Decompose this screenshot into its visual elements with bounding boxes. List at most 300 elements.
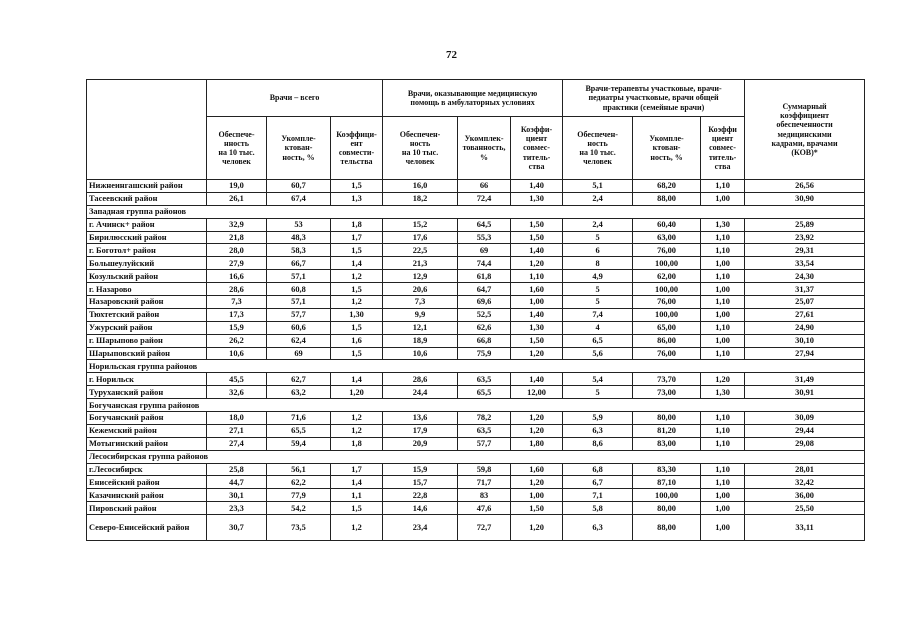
value-cell: 68,20 — [633, 180, 701, 193]
value-cell: 33,54 — [745, 257, 865, 270]
header-g1-coefficient: Коэффици- ент совмести- тельства — [331, 117, 383, 180]
physicians-staffing-table — [86, 79, 865, 541]
territory-name: Енисейский район — [87, 476, 207, 489]
value-cell: 1,50 — [511, 334, 563, 347]
value-cell: 1,2 — [331, 424, 383, 437]
value-cell: 17,3 — [207, 308, 267, 321]
value-cell: 24,90 — [745, 321, 865, 334]
value-cell: 7,3 — [383, 296, 458, 309]
value-cell: 29,31 — [745, 244, 865, 257]
table-row — [87, 437, 865, 450]
value-cell: 30,10 — [745, 334, 865, 347]
value-cell: 27,1 — [207, 424, 267, 437]
value-cell: 1,00 — [701, 515, 745, 541]
value-cell: 83 — [458, 489, 511, 502]
table-row — [87, 347, 865, 360]
territory-name: г. Ачинск+ район — [87, 218, 207, 231]
value-cell: 1,10 — [511, 270, 563, 283]
value-cell: 1,00 — [701, 192, 745, 205]
value-cell: 22,8 — [383, 489, 458, 502]
value-cell: 19,0 — [207, 180, 267, 193]
table-row — [87, 515, 865, 541]
value-cell: 17,9 — [383, 424, 458, 437]
value-cell: 5 — [563, 231, 633, 244]
value-cell: 31,37 — [745, 283, 865, 296]
value-cell: 1,8 — [331, 437, 383, 450]
value-cell: 62,7 — [267, 373, 331, 386]
territory-name: г. Боготол+ район — [87, 244, 207, 257]
value-cell: 1,5 — [331, 244, 383, 257]
value-cell: 100,00 — [633, 489, 701, 502]
value-cell: 1,6 — [331, 334, 383, 347]
value-cell: 56,1 — [267, 463, 331, 476]
value-cell: 15,7 — [383, 476, 458, 489]
value-cell: 62,6 — [458, 321, 511, 334]
group-header-row — [87, 205, 865, 218]
value-cell: 1,10 — [701, 231, 745, 244]
value-cell: 1,40 — [511, 244, 563, 257]
value-cell: 26,56 — [745, 180, 865, 193]
value-cell: 78,2 — [458, 412, 511, 425]
group-label: Западная группа районов — [87, 205, 865, 218]
value-cell: 30,91 — [745, 386, 865, 399]
value-cell: 73,00 — [633, 386, 701, 399]
header-g2-provision: Обеспечен- ность на 10 тыс. человек — [383, 117, 458, 180]
table-row — [87, 476, 865, 489]
value-cell: 2,4 — [563, 192, 633, 205]
value-cell: 2,4 — [563, 218, 633, 231]
header-g3-staffing: Укомпле- ктован- ность, % — [633, 117, 701, 180]
value-cell: 13,6 — [383, 412, 458, 425]
value-cell: 15,2 — [383, 218, 458, 231]
value-cell: 21,8 — [207, 231, 267, 244]
value-cell: 57,1 — [267, 270, 331, 283]
territory-name: г.Лесосибирск — [87, 463, 207, 476]
territory-name: Большеулуйский — [87, 257, 207, 270]
header-territory-cell — [87, 80, 207, 180]
value-cell: 65,00 — [633, 321, 701, 334]
value-cell: 30,7 — [207, 515, 267, 541]
table-row — [87, 502, 865, 515]
territory-name: Тасеевский район — [87, 192, 207, 205]
territory-name: г. Шарыпово район — [87, 334, 207, 347]
value-cell: 62,4 — [267, 334, 331, 347]
value-cell: 16,6 — [207, 270, 267, 283]
value-cell: 60,6 — [267, 321, 331, 334]
group-label: Лесосибирская группа районов — [87, 450, 865, 463]
value-cell: 67,4 — [267, 192, 331, 205]
table-row — [87, 489, 865, 502]
value-cell: 1,4 — [331, 257, 383, 270]
value-cell: 100,00 — [633, 257, 701, 270]
value-cell: 8,6 — [563, 437, 633, 450]
territory-name: Ужурский район — [87, 321, 207, 334]
territory-name: г. Норильск — [87, 373, 207, 386]
value-cell: 47,6 — [458, 502, 511, 515]
header-group-outpatient-doctors: Врачи, оказывающие медицинскую помощь в амбулаторных условиях — [383, 80, 563, 117]
table-row — [87, 424, 865, 437]
value-cell: 66 — [458, 180, 511, 193]
group-label: Норильская группа районов — [87, 360, 865, 373]
value-cell: 5 — [563, 386, 633, 399]
value-cell: 59,4 — [267, 437, 331, 450]
value-cell: 1,3 — [331, 192, 383, 205]
value-cell: 66,7 — [267, 257, 331, 270]
value-cell: 1,5 — [331, 321, 383, 334]
value-cell: 32,42 — [745, 476, 865, 489]
value-cell: 1,50 — [511, 502, 563, 515]
value-cell: 1,10 — [701, 244, 745, 257]
value-cell: 83,00 — [633, 437, 701, 450]
value-cell: 1,40 — [511, 308, 563, 321]
value-cell: 20,9 — [383, 437, 458, 450]
value-cell: 64,5 — [458, 218, 511, 231]
value-cell: 7,1 — [563, 489, 633, 502]
header-group-district-doctors: Врачи-терапевты участковые, врачи- педиатры участковые, врачи общей практики (семейные врачи) — [563, 80, 745, 117]
header-kov: Суммарный коэффициент обеспеченности медицинскими кадрами, врачами (КОВ)* — [745, 80, 865, 180]
territory-name: Кежемский район — [87, 424, 207, 437]
value-cell: 29,44 — [745, 424, 865, 437]
value-cell: 1,20 — [511, 424, 563, 437]
value-cell: 63,5 — [458, 373, 511, 386]
value-cell: 72,7 — [458, 515, 511, 541]
table-row — [87, 192, 865, 205]
value-cell: 88,00 — [633, 192, 701, 205]
table-row — [87, 257, 865, 270]
table-body — [87, 180, 865, 541]
value-cell: 27,4 — [207, 437, 267, 450]
table-row — [87, 334, 865, 347]
value-cell: 17,6 — [383, 231, 458, 244]
value-cell: 30,09 — [745, 412, 865, 425]
value-cell: 1,1 — [331, 489, 383, 502]
value-cell: 18,9 — [383, 334, 458, 347]
value-cell: 76,00 — [633, 296, 701, 309]
value-cell: 1,50 — [511, 218, 563, 231]
value-cell: 1,2 — [331, 296, 383, 309]
value-cell: 12,1 — [383, 321, 458, 334]
territory-name: Мотыгинский район — [87, 437, 207, 450]
value-cell: 57,1 — [267, 296, 331, 309]
header-g3-provision: Обеспечен- ность на 10 тыс. человек — [563, 117, 633, 180]
territory-name: Тюхтетский район — [87, 308, 207, 321]
value-cell: 1,10 — [701, 296, 745, 309]
value-cell: 1,10 — [701, 476, 745, 489]
value-cell: 12,9 — [383, 270, 458, 283]
value-cell: 5 — [563, 283, 633, 296]
value-cell: 28,6 — [383, 373, 458, 386]
value-cell: 80,00 — [633, 412, 701, 425]
value-cell: 1,20 — [331, 386, 383, 399]
value-cell: 63,5 — [458, 424, 511, 437]
value-cell: 74,4 — [458, 257, 511, 270]
value-cell: 5,4 — [563, 373, 633, 386]
value-cell: 6,3 — [563, 424, 633, 437]
table-row — [87, 308, 865, 321]
value-cell: 1,60 — [511, 283, 563, 296]
table-row — [87, 373, 865, 386]
value-cell: 1,00 — [701, 502, 745, 515]
value-cell: 69,6 — [458, 296, 511, 309]
value-cell: 15,9 — [383, 463, 458, 476]
value-cell: 7,4 — [563, 308, 633, 321]
header-g2-staffing: Укомплек- тованность, % — [458, 117, 511, 180]
value-cell: 80,00 — [633, 502, 701, 515]
value-cell: 12,00 — [511, 386, 563, 399]
value-cell: 1,10 — [701, 424, 745, 437]
value-cell: 83,30 — [633, 463, 701, 476]
value-cell: 1,30 — [331, 308, 383, 321]
value-cell: 60,7 — [267, 180, 331, 193]
value-cell: 4,9 — [563, 270, 633, 283]
territory-name: Назаровский район — [87, 296, 207, 309]
value-cell: 25,50 — [745, 502, 865, 515]
value-cell: 6 — [563, 244, 633, 257]
value-cell: 59,8 — [458, 463, 511, 476]
header-group-all-doctors: Врачи – всего — [207, 80, 383, 117]
value-cell: 53 — [267, 218, 331, 231]
value-cell: 52,5 — [458, 308, 511, 321]
table-row — [87, 321, 865, 334]
value-cell: 88,00 — [633, 515, 701, 541]
value-cell: 1,20 — [511, 515, 563, 541]
value-cell: 1,00 — [511, 489, 563, 502]
value-cell: 29,08 — [745, 437, 865, 450]
value-cell: 6,3 — [563, 515, 633, 541]
value-cell: 1,40 — [511, 180, 563, 193]
value-cell: 32,6 — [207, 386, 267, 399]
value-cell: 7,3 — [207, 296, 267, 309]
value-cell: 6,8 — [563, 463, 633, 476]
value-cell: 1,00 — [701, 257, 745, 270]
value-cell: 1,10 — [701, 321, 745, 334]
table-row — [87, 463, 865, 476]
group-header-row — [87, 399, 865, 412]
table-row — [87, 218, 865, 231]
value-cell: 27,61 — [745, 308, 865, 321]
value-cell: 5,8 — [563, 502, 633, 515]
territory-name: Северо-Енисейский район — [87, 515, 207, 541]
value-cell: 1,80 — [511, 437, 563, 450]
value-cell: 5,6 — [563, 347, 633, 360]
value-cell: 28,01 — [745, 463, 865, 476]
value-cell: 1,30 — [511, 192, 563, 205]
value-cell: 28,0 — [207, 244, 267, 257]
value-cell: 76,00 — [633, 347, 701, 360]
value-cell: 1,00 — [701, 308, 745, 321]
value-cell: 25,07 — [745, 296, 865, 309]
value-cell: 1,20 — [511, 412, 563, 425]
value-cell: 86,00 — [633, 334, 701, 347]
value-cell: 5,9 — [563, 412, 633, 425]
group-label: Богучанская группа районов — [87, 399, 865, 412]
value-cell: 33,11 — [745, 515, 865, 541]
value-cell: 1,20 — [511, 476, 563, 489]
value-cell: 31,49 — [745, 373, 865, 386]
header-g2-coefficient: Коэффи- циент совмес- титель- ства — [511, 117, 563, 180]
value-cell: 64,7 — [458, 283, 511, 296]
territory-name: Казачинский район — [87, 489, 207, 502]
value-cell: 100,00 — [633, 283, 701, 296]
value-cell: 57,7 — [267, 308, 331, 321]
value-cell: 1,2 — [331, 515, 383, 541]
value-cell: 48,3 — [267, 231, 331, 244]
territory-name: Туруханский район — [87, 386, 207, 399]
value-cell: 65,5 — [267, 424, 331, 437]
value-cell: 57,7 — [458, 437, 511, 450]
value-cell: 1,10 — [701, 463, 745, 476]
value-cell: 1,7 — [331, 231, 383, 244]
value-cell: 5 — [563, 296, 633, 309]
value-cell: 1,50 — [511, 231, 563, 244]
value-cell: 44,7 — [207, 476, 267, 489]
value-cell: 25,8 — [207, 463, 267, 476]
value-cell: 18,2 — [383, 192, 458, 205]
value-cell: 58,3 — [267, 244, 331, 257]
value-cell: 1,8 — [331, 218, 383, 231]
value-cell: 23,4 — [383, 515, 458, 541]
value-cell: 15,9 — [207, 321, 267, 334]
value-cell: 1,30 — [701, 386, 745, 399]
value-cell: 36,00 — [745, 489, 865, 502]
value-cell: 30,90 — [745, 192, 865, 205]
value-cell: 63,2 — [267, 386, 331, 399]
value-cell: 30,1 — [207, 489, 267, 502]
value-cell: 25,89 — [745, 218, 865, 231]
value-cell: 1,20 — [701, 373, 745, 386]
value-cell: 22,5 — [383, 244, 458, 257]
value-cell: 1,00 — [701, 334, 745, 347]
value-cell: 1,5 — [331, 283, 383, 296]
page-number: 72 — [446, 49, 457, 61]
value-cell: 9,9 — [383, 308, 458, 321]
value-cell: 1,10 — [701, 437, 745, 450]
table-row — [87, 270, 865, 283]
value-cell: 73,5 — [267, 515, 331, 541]
value-cell: 1,2 — [331, 270, 383, 283]
value-cell: 1,4 — [331, 476, 383, 489]
value-cell: 1,2 — [331, 412, 383, 425]
value-cell: 6,7 — [563, 476, 633, 489]
value-cell: 1,20 — [511, 347, 563, 360]
value-cell: 18,0 — [207, 412, 267, 425]
territory-name: Бирилюсский район — [87, 231, 207, 244]
value-cell: 28,6 — [207, 283, 267, 296]
table-row — [87, 412, 865, 425]
group-header-row — [87, 360, 865, 373]
table-row — [87, 296, 865, 309]
value-cell: 1,60 — [511, 463, 563, 476]
value-cell: 69 — [458, 244, 511, 257]
value-cell: 100,00 — [633, 308, 701, 321]
value-cell: 1,30 — [511, 321, 563, 334]
table-row — [87, 283, 865, 296]
value-cell: 61,8 — [458, 270, 511, 283]
value-cell: 87,10 — [633, 476, 701, 489]
value-cell: 1,5 — [331, 347, 383, 360]
value-cell: 1,40 — [511, 373, 563, 386]
value-cell: 24,30 — [745, 270, 865, 283]
value-cell: 1,10 — [701, 347, 745, 360]
value-cell: 77,9 — [267, 489, 331, 502]
value-cell: 26,2 — [207, 334, 267, 347]
value-cell: 55,3 — [458, 231, 511, 244]
territory-name: Нижнеингашский район — [87, 180, 207, 193]
value-cell: 27,9 — [207, 257, 267, 270]
territory-name: г. Назарово — [87, 283, 207, 296]
value-cell: 14,6 — [383, 502, 458, 515]
value-cell: 1,5 — [331, 502, 383, 515]
value-cell: 6,5 — [563, 334, 633, 347]
value-cell: 23,92 — [745, 231, 865, 244]
value-cell: 26,1 — [207, 192, 267, 205]
table-row — [87, 244, 865, 257]
value-cell: 16,0 — [383, 180, 458, 193]
value-cell: 5,1 — [563, 180, 633, 193]
value-cell: 1,00 — [701, 283, 745, 296]
value-cell: 73,70 — [633, 373, 701, 386]
territory-name: Шарыповский район — [87, 347, 207, 360]
header-g3-coefficient: Коэффи циент совмес- титель- ства — [701, 117, 745, 180]
value-cell: 1,10 — [701, 180, 745, 193]
value-cell: 62,00 — [633, 270, 701, 283]
value-cell: 1,10 — [701, 412, 745, 425]
table-row — [87, 180, 865, 193]
value-cell: 1,20 — [511, 257, 563, 270]
value-cell: 1,30 — [701, 218, 745, 231]
value-cell: 1,5 — [331, 180, 383, 193]
value-cell: 1,10 — [701, 270, 745, 283]
value-cell: 71,6 — [267, 412, 331, 425]
value-cell: 8 — [563, 257, 633, 270]
value-cell: 20,6 — [383, 283, 458, 296]
group-header-row — [87, 450, 865, 463]
value-cell: 60,40 — [633, 218, 701, 231]
value-cell: 10,6 — [383, 347, 458, 360]
value-cell: 69 — [267, 347, 331, 360]
value-cell: 65,5 — [458, 386, 511, 399]
value-cell: 27,94 — [745, 347, 865, 360]
value-cell: 45,5 — [207, 373, 267, 386]
value-cell: 63,00 — [633, 231, 701, 244]
value-cell: 54,2 — [267, 502, 331, 515]
value-cell: 1,4 — [331, 373, 383, 386]
value-cell: 75,9 — [458, 347, 511, 360]
value-cell: 23,3 — [207, 502, 267, 515]
value-cell: 1,7 — [331, 463, 383, 476]
value-cell: 66,8 — [458, 334, 511, 347]
value-cell: 72,4 — [458, 192, 511, 205]
value-cell: 60,8 — [267, 283, 331, 296]
value-cell: 62,2 — [267, 476, 331, 489]
table-row — [87, 386, 865, 399]
header-g1-provision: Обеспече- нность на 10 тыс. человек — [207, 117, 267, 180]
value-cell: 81,20 — [633, 424, 701, 437]
value-cell: 1,00 — [511, 296, 563, 309]
value-cell: 4 — [563, 321, 633, 334]
territory-name: Богучанский район — [87, 412, 207, 425]
value-cell: 24,4 — [383, 386, 458, 399]
table-row — [87, 231, 865, 244]
territory-name: Козульский район — [87, 270, 207, 283]
value-cell: 21,3 — [383, 257, 458, 270]
value-cell: 71,7 — [458, 476, 511, 489]
value-cell: 1,00 — [701, 489, 745, 502]
header-g1-staffing: Укомпле- ктован- ность, % — [267, 117, 331, 180]
value-cell: 32,9 — [207, 218, 267, 231]
territory-name: Пировский район — [87, 502, 207, 515]
value-cell: 76,00 — [633, 244, 701, 257]
